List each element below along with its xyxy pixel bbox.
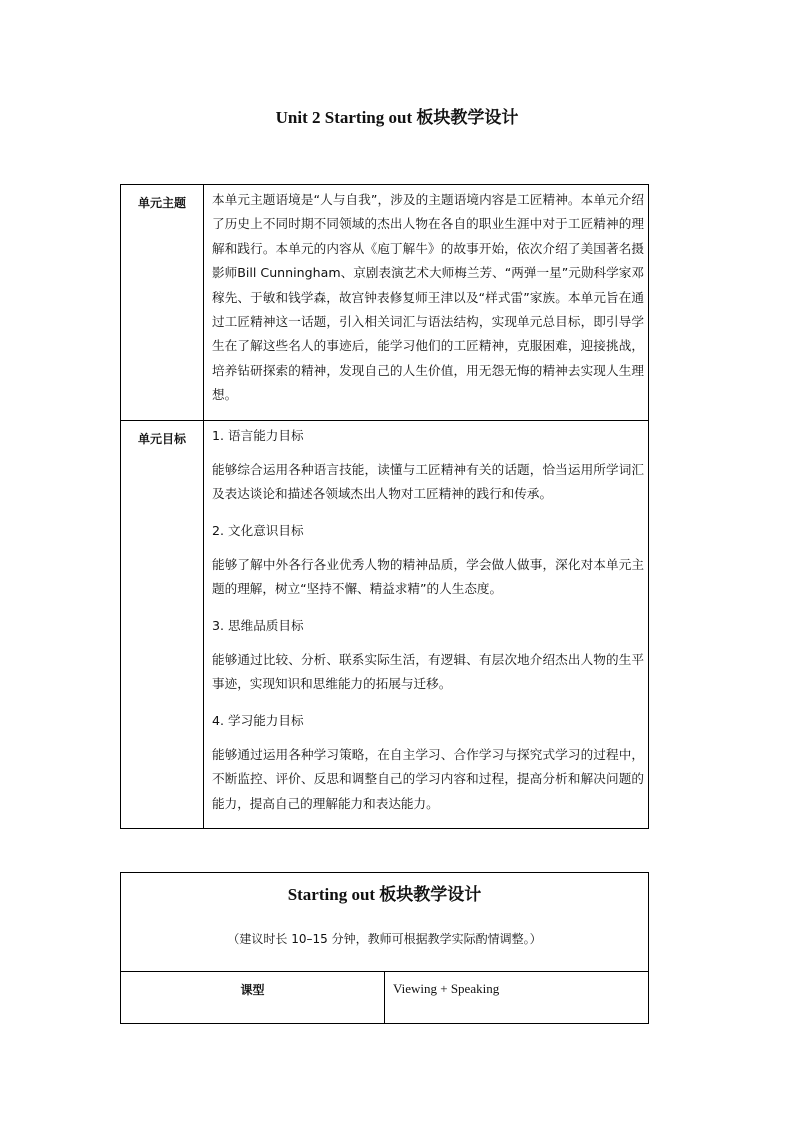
goal-culture — [212, 519, 644, 602]
goal-heading: 1. 语言能力目标 — [212, 427, 304, 443]
unit-goals-content — [204, 420, 649, 829]
goal-learning — [212, 709, 644, 817]
lesson-type-row — [121, 972, 649, 1024]
goal-body: 能够通过运用各种学习策略，在自主学习、合作学习与探究式学习的过程中，不断监控、评价、反思和调整自己的学习内容和过程，提高分析和解决问题的能力，提高自己的理解能力和表达能力。 — [212, 746, 644, 811]
unit-goals-label-cell — [121, 420, 204, 829]
lesson-type-label: 课型 — [240, 983, 265, 997]
goal-language — [212, 424, 644, 507]
lesson-design-table — [120, 872, 649, 1024]
goal-heading: 3. 思维品质目标 — [212, 617, 304, 633]
lesson-header-row — [121, 873, 649, 972]
unit-theme-label-cell — [121, 185, 204, 421]
goal-body: 能够了解中外各行各业优秀人物的精神品质，学会做人做事，深化对本单元主题的理解，树立“坚持不懈、精益求精”的人生态度。 — [212, 556, 644, 597]
document-title: Unit 2 Starting out 板块教学设计 — [275, 108, 519, 127]
unit-theme-row — [121, 185, 649, 421]
lesson-type-value: Viewing + Speaking — [385, 972, 649, 1024]
goal-body: 能够综合运用各种语言技能，读懂与工匠精神有关的话题，恰当运用所学词汇及表达谈论和描述各领域杰出人物对工匠精神的践行和传承。 — [212, 461, 644, 502]
unit-goals-label: 单元目标 — [137, 431, 186, 446]
lesson-header-cell — [121, 873, 649, 972]
goal-thinking — [212, 614, 644, 697]
goal-body: 能够通过比较、分析、联系实际生活，有逻辑、有层次地介绍杰出人物的生平事迹，实现知识和思维能力的拓展与迁移。 — [212, 651, 644, 692]
lesson-duration-note: （建议时长 10–15 分钟，教师可根据教学实际酌情调整。） — [227, 932, 542, 946]
goal-heading: 2. 文化意识目标 — [212, 522, 304, 538]
unit-goals-row — [121, 420, 649, 829]
unit-overview-table — [120, 184, 649, 829]
lesson-title: Starting out 板块教学设计 — [287, 885, 482, 904]
unit-theme-text: 本单元主题语境是“人与自我”，涉及的主题语境内容是工匠精神。本单元介绍了历史上不同时期不同领域的杰出人物在各自的职业生涯中对于工匠精神的理解和践行。本单元的内容从《庖丁解牛》的故事开始，依次介绍了美国著名摄影师Bill Cunningham、京剧表演艺术大师梅兰芳、“两弹一星”元勋科学家邓稼先、于敏和钱学森，故宫钟表修复师王津以及“样式雷”家族。本单元旨在通过工匠精神这一话题，引入相关词汇与语法结构，实现单元总目标，即引导学生在了解这些名人的事迹后，能学习他们的工匠精神，克服困难，迎接挑战，培养钻研探索的精神，发现自己的人生价值，用无怨无悔的精神去实现人生理想。 — [204, 185, 649, 421]
goal-heading: 4. 学习能力目标 — [212, 712, 304, 728]
unit-theme-label: 单元主题 — [137, 196, 186, 210]
lesson-type-label-cell — [121, 972, 385, 1024]
